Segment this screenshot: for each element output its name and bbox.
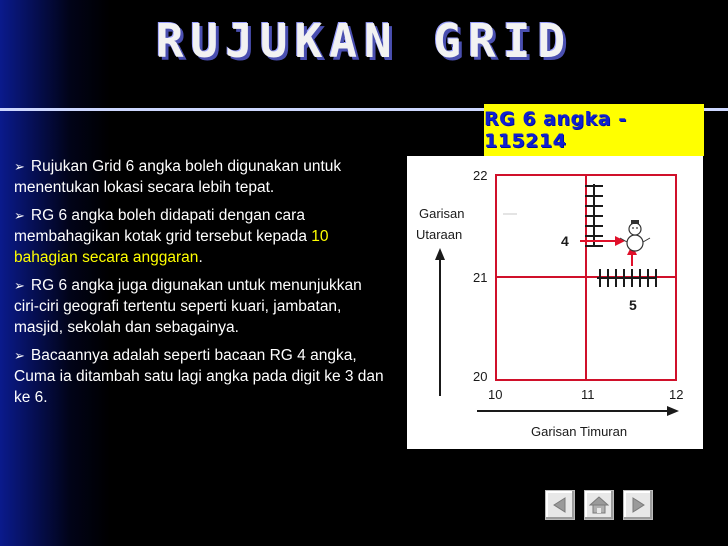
slide-navigation <box>545 490 653 520</box>
bullet-item <box>14 345 386 408</box>
north-count-arrowhead <box>615 236 625 246</box>
bullet-list <box>14 156 386 415</box>
y-axis-label-1: Garisan <box>419 206 465 221</box>
home-icon <box>589 496 609 514</box>
x-axis-arrowhead <box>667 406 679 416</box>
bullet-text: Rujukan Grid 6 angka boleh digunakan untuk menentukan lokasi secara lebih tepat. <box>14 158 342 196</box>
rg-banner <box>484 104 704 156</box>
bullet-text-end: . <box>198 249 203 266</box>
home-button[interactable] <box>584 490 614 520</box>
bullet-text: RG 6 angka boleh didapati dengan cara membahagikan kotak grid tersebut kepada <box>14 207 312 245</box>
north-ticks <box>585 186 603 246</box>
bullet-arrow-icon: ➢ <box>14 208 25 223</box>
snowman-icon <box>620 220 650 251</box>
previous-icon <box>551 496 569 514</box>
bullet-text: RG 6 angka juga digunakan untuk menunjukkan ciri-ciri geografi tertentu seperti kuari, jambatan, masjid, sekolah dan sebagainya. <box>14 277 362 336</box>
next-icon <box>629 496 647 514</box>
grid-diagram <box>407 156 703 449</box>
easting-label-12: 12 <box>669 387 684 402</box>
next-button[interactable] <box>623 490 653 520</box>
bullet-item <box>14 156 386 198</box>
easting-label-10: 10 <box>488 387 503 402</box>
northing-label-22: 22 <box>473 168 488 183</box>
northing-label-20: 20 <box>473 369 488 384</box>
easting-label-11: 11 <box>581 387 595 402</box>
y-axis-label-2: Utaraan <box>416 227 463 242</box>
x-axis-label: Garisan Timuran <box>531 424 628 439</box>
bullet-item <box>14 275 386 338</box>
y-axis-arrowhead <box>435 248 445 260</box>
previous-button[interactable] <box>545 490 575 520</box>
northing-label-21: 21 <box>473 270 488 285</box>
slide-title: RUJUKAN GRID <box>155 14 573 68</box>
bullet-item <box>14 205 386 268</box>
bullet-arrow-icon: ➢ <box>14 159 25 174</box>
count-east: 5 <box>629 297 637 313</box>
bullet-arrow-icon: ➢ <box>14 348 25 363</box>
rg-banner-text: RG 6 angka - 115214 <box>484 108 627 152</box>
count-north: 4 <box>561 233 569 249</box>
bullet-highlight: 10 bahagian secara anggaran <box>14 228 329 266</box>
bullet-text: Bacaannya adalah seperti bacaan RG 4 angka, Cuma ia ditambah satu lagi angka pada digit ke 3 dan ke 6. <box>14 347 384 406</box>
bullet-arrow-icon: ➢ <box>14 278 25 293</box>
